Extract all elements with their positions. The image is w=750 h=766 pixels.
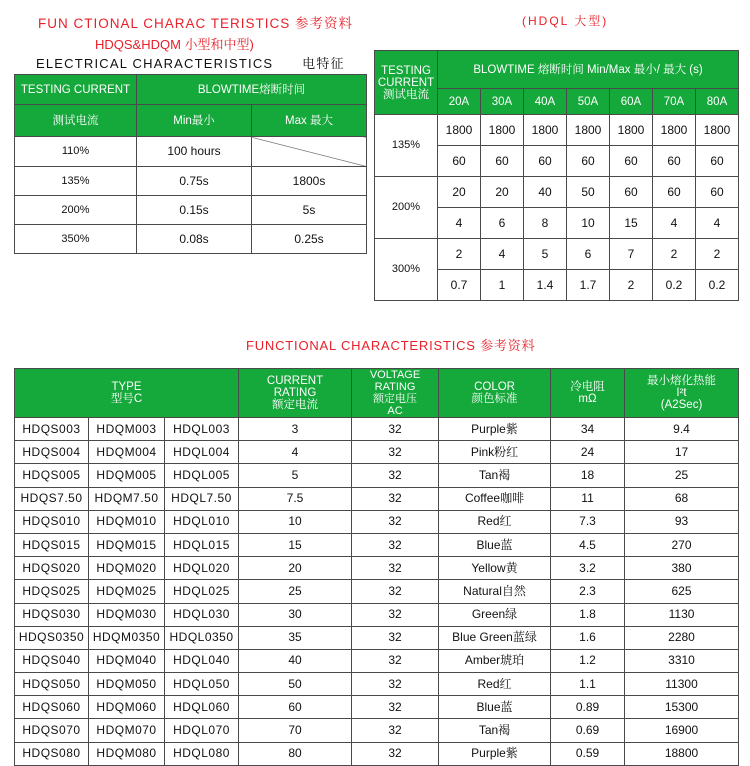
i2t-cell: 18800 xyxy=(625,742,739,765)
value-cell: 1800 xyxy=(653,115,696,146)
rating-50a-header: 50A xyxy=(567,89,610,115)
cold-resistance-cell: 3.2 xyxy=(551,557,625,580)
hdql-type-cell: HDQL003 xyxy=(165,418,239,441)
voltage-cell: 32 xyxy=(352,533,439,556)
i2t-label: I²t xyxy=(676,387,687,399)
hdqm-type-cell: HDQM020 xyxy=(89,557,165,580)
hdqs-type-cell: HDQS0350 xyxy=(15,626,89,649)
current-cell: 35 xyxy=(239,626,352,649)
voltage-cell: 32 xyxy=(352,418,439,441)
pct-cell: 135% xyxy=(15,167,137,196)
testing-current-header: TESTING CURRENT xyxy=(15,75,137,105)
color-cell: Amber琥珀 xyxy=(439,649,551,672)
color-header xyxy=(439,369,551,418)
color-cell: Blue蓝 xyxy=(439,696,551,719)
hdqs-type-cell: HDQS030 xyxy=(15,603,89,626)
table-row xyxy=(15,533,739,556)
hdqm-type-cell: HDQM005 xyxy=(89,464,165,487)
value-cell: 60 xyxy=(481,146,524,177)
type-header xyxy=(15,369,239,418)
table-row xyxy=(15,719,739,742)
cold-resistance-cell: 1.1 xyxy=(551,673,625,696)
i2t-cell: 15300 xyxy=(625,696,739,719)
hdql-type-cell: HDQL080 xyxy=(165,742,239,765)
color-cell: Blue Green蓝绿 xyxy=(439,626,551,649)
cold-resistance-cell: 7.3 xyxy=(551,510,625,533)
current-cell: 7.5 xyxy=(239,487,352,510)
hdql-type-cell: HDQL050 xyxy=(165,673,239,696)
rating-70a-header: 70A xyxy=(653,89,696,115)
max-header: Max 最大 xyxy=(252,105,367,137)
pct-cell: 200% xyxy=(15,196,137,225)
pct-cell: 200% xyxy=(375,177,438,239)
value-cell: 60 xyxy=(524,146,567,177)
value-cell: 60 xyxy=(610,177,653,208)
hdql-type-cell: HDQL060 xyxy=(165,696,239,719)
value-cell: 1.7 xyxy=(567,270,610,301)
table-row xyxy=(15,464,739,487)
color-cell: Tan褐 xyxy=(439,464,551,487)
table-row xyxy=(15,580,739,603)
value-cell: 60 xyxy=(696,146,739,177)
color-label: COLOR xyxy=(474,381,515,393)
type-label: TYPE xyxy=(111,381,142,393)
value-cell: 6 xyxy=(567,239,610,270)
value-cell: 20 xyxy=(481,177,524,208)
hdqs-type-cell: HDQS050 xyxy=(15,673,89,696)
electrical-characteristics-title xyxy=(36,53,345,72)
small-series-blowtime-table xyxy=(14,74,367,254)
value-cell: 4 xyxy=(438,208,481,239)
cold-resistance-header xyxy=(551,369,625,418)
value-cell: 4 xyxy=(653,208,696,239)
hdqs-type-cell: HDQS005 xyxy=(15,464,89,487)
value-cell: 0.2 xyxy=(653,270,696,301)
table-row xyxy=(15,626,739,649)
value-cell: 1800 xyxy=(438,115,481,146)
current-cell: 5 xyxy=(239,464,352,487)
current-cell: 25 xyxy=(239,580,352,603)
value-cell: 0.2 xyxy=(696,270,739,301)
i2t-cell: 11300 xyxy=(625,673,739,696)
current-rating-header xyxy=(239,369,352,418)
large-series-label: (HDQL 大型) xyxy=(522,14,609,28)
current-cell: 20 xyxy=(239,557,352,580)
cold-resistance-cell: 11 xyxy=(551,487,625,510)
table-row xyxy=(15,603,739,626)
table-row xyxy=(15,649,739,672)
color-cell: Tan褐 xyxy=(439,719,551,742)
current-cell: 10 xyxy=(239,510,352,533)
value-cell: 60 xyxy=(696,177,739,208)
cold-resistance-cell: 1.2 xyxy=(551,649,625,672)
value-cell: 8 xyxy=(524,208,567,239)
functional-characteristics-table xyxy=(14,368,739,766)
value-cell: 40 xyxy=(524,177,567,208)
cold-resistance-cell: 2.3 xyxy=(551,580,625,603)
voltage-cell: 32 xyxy=(352,441,439,464)
testing-current-cn-label: 测试电流 xyxy=(383,88,429,101)
i2t-cell: 25 xyxy=(625,464,739,487)
value-cell: 50 xyxy=(567,177,610,208)
current-cell: 40 xyxy=(239,649,352,672)
voltage-cell: 32 xyxy=(352,603,439,626)
voltage-cell: 32 xyxy=(352,742,439,765)
hdqm-type-cell: HDQM025 xyxy=(89,580,165,603)
rating-30a-header: 30A xyxy=(481,89,524,115)
value-cell: 5 xyxy=(524,239,567,270)
voltage-cell: 32 xyxy=(352,510,439,533)
rating-60a-header: 60A xyxy=(610,89,653,115)
value-cell: 0.7 xyxy=(438,270,481,301)
hdqs-type-cell: HDQS020 xyxy=(15,557,89,580)
color-cell: Purple紫 xyxy=(439,742,551,765)
large-series-blowtime-table xyxy=(374,50,739,301)
max-cell-empty xyxy=(252,137,367,167)
hdqs-type-cell: HDQS015 xyxy=(15,533,89,556)
i2t-cell: 16900 xyxy=(625,719,739,742)
value-cell: 4 xyxy=(481,239,524,270)
value-cell: 60 xyxy=(567,146,610,177)
value-cell: 1 xyxy=(481,270,524,301)
testing-current-cn-header: 测试电流 xyxy=(15,105,137,137)
hdqs-type-cell: HDQS003 xyxy=(15,418,89,441)
a2sec-label: (A2Sec) xyxy=(660,399,703,411)
hdqm-type-cell: HDQM060 xyxy=(89,696,165,719)
func-characteristics-title: FUN CTIONAL CHARAC TERISTICS 参考资料 xyxy=(38,16,354,31)
current-label: CURRENT xyxy=(266,375,324,387)
value-cell: 1800 xyxy=(567,115,610,146)
hdql-type-cell: HDQL020 xyxy=(165,557,239,580)
current-cell: 50 xyxy=(239,673,352,696)
value-cell: 2 xyxy=(438,239,481,270)
i2t-cell: 3310 xyxy=(625,649,739,672)
blowtime-header: BLOWTIME熔断时间 xyxy=(137,75,367,105)
current-cell: 80 xyxy=(239,742,352,765)
pct-cell: 110% xyxy=(15,137,137,167)
cold-resistance-cell: 4.5 xyxy=(551,533,625,556)
table-row xyxy=(15,557,739,580)
value-cell: 60 xyxy=(653,177,696,208)
hdqs-type-cell: HDQS070 xyxy=(15,719,89,742)
hdqs-type-cell: HDQS060 xyxy=(15,696,89,719)
voltage-cell: 32 xyxy=(352,696,439,719)
max-cell: 0.25s xyxy=(252,225,367,254)
large-blowtime-header: BLOWTIME 熔断时间 Min/Max 最小/ 最大 (s) xyxy=(438,51,739,89)
electrical-title-en: ELECTRICAL CHARACTERISTICS xyxy=(36,56,274,71)
table-row xyxy=(15,487,739,510)
voltage-rating-header xyxy=(352,369,439,418)
hdql-type-cell: HDQL040 xyxy=(165,649,239,672)
min-header: Min最小 xyxy=(137,105,252,137)
table-row xyxy=(15,696,739,719)
hdqm-type-cell: HDQM080 xyxy=(89,742,165,765)
table-row xyxy=(15,441,739,464)
small-medium-series-label: HDQS&HDQM 小型和中型) xyxy=(95,37,254,52)
color-cell: Natural自然 xyxy=(439,580,551,603)
voltage-cell: 32 xyxy=(352,673,439,696)
table-row xyxy=(15,510,739,533)
i2t-cell: 2280 xyxy=(625,626,739,649)
voltage-cell: 32 xyxy=(352,557,439,580)
rating-label: RATING xyxy=(273,387,317,399)
table-row xyxy=(15,742,739,765)
value-cell: 10 xyxy=(567,208,610,239)
current-cell: 3 xyxy=(239,418,352,441)
pct-cell: 300% xyxy=(375,239,438,301)
hdql-type-cell: HDQL004 xyxy=(165,441,239,464)
type-cn-label: 型号C xyxy=(110,393,143,405)
voltage-cell: 32 xyxy=(352,464,439,487)
hdqm-type-cell: HDQM7.50 xyxy=(89,487,165,510)
electrical-title-cn: 电特征 xyxy=(302,56,345,71)
hdqm-type-cell: HDQM040 xyxy=(89,649,165,672)
max-cell: 1800s xyxy=(252,167,367,196)
value-cell: 20 xyxy=(438,177,481,208)
current-cell: 60 xyxy=(239,696,352,719)
color-cell: Blue蓝 xyxy=(439,533,551,556)
milliohm-label: mΩ xyxy=(578,393,597,405)
i2t-cell: 68 xyxy=(625,487,739,510)
hdqm-type-cell: HDQM030 xyxy=(89,603,165,626)
testing-label: TESTING xyxy=(381,64,431,77)
cold-resistance-cell: 0.59 xyxy=(551,742,625,765)
current-cell: 30 xyxy=(239,603,352,626)
max-cell: 5s xyxy=(252,196,367,225)
hdqm-type-cell: HDQM004 xyxy=(89,441,165,464)
value-cell: 7 xyxy=(610,239,653,270)
hdqs-type-cell: HDQS080 xyxy=(15,742,89,765)
hdql-type-cell: HDQL070 xyxy=(165,719,239,742)
i2t-cell: 9.4 xyxy=(625,418,739,441)
current-cell: 4 xyxy=(239,441,352,464)
hdqm-type-cell: HDQM003 xyxy=(89,418,165,441)
i2t-cell: 1130 xyxy=(625,603,739,626)
value-cell: 1.4 xyxy=(524,270,567,301)
large-testing-current-header xyxy=(375,51,438,115)
value-cell: 1800 xyxy=(610,115,653,146)
color-cell: Coffee咖啡 xyxy=(439,487,551,510)
min-cell: 0.08s xyxy=(137,225,252,254)
cold-resistance-cell: 34 xyxy=(551,418,625,441)
table-row xyxy=(15,418,739,441)
voltage-cell: 32 xyxy=(352,580,439,603)
cold-resistance-cell: 24 xyxy=(551,441,625,464)
melting-i2t-header xyxy=(625,369,739,418)
value-cell: 4 xyxy=(696,208,739,239)
min-cell: 0.75s xyxy=(137,167,252,196)
rating-40a-header: 40A xyxy=(524,89,567,115)
value-cell: 60 xyxy=(610,146,653,177)
color-cell: Yellow黄 xyxy=(439,557,551,580)
hdqs-type-cell: HDQS025 xyxy=(15,580,89,603)
min-cell: 0.15s xyxy=(137,196,252,225)
cold-resistance-cell: 1.6 xyxy=(551,626,625,649)
hdql-type-cell: HDQL030 xyxy=(165,603,239,626)
voltage-ac-label: AC xyxy=(387,405,403,417)
hdqs-type-cell: HDQS010 xyxy=(15,510,89,533)
hdqs-type-cell: HDQS040 xyxy=(15,649,89,672)
min-cell: 100 hours xyxy=(137,137,252,167)
hdql-type-cell: HDQL005 xyxy=(165,464,239,487)
voltage-rating-label: RATING xyxy=(374,381,416,393)
hdqm-type-cell: HDQM015 xyxy=(89,533,165,556)
value-cell: 2 xyxy=(653,239,696,270)
i2t-cell: 17 xyxy=(625,441,739,464)
voltage-label: VOLTAGE xyxy=(369,369,421,381)
pct-cell: 135% xyxy=(375,115,438,177)
current-label: CURRENT xyxy=(377,76,435,89)
color-cn-label: 颜色标准 xyxy=(471,393,518,405)
value-cell: 2 xyxy=(696,239,739,270)
cold-resistance-cell: 0.69 xyxy=(551,719,625,742)
color-cell: Red红 xyxy=(439,510,551,533)
cold-resistance-cell: 0.89 xyxy=(551,696,625,719)
rating-80a-header: 80A xyxy=(696,89,739,115)
i2t-cell: 270 xyxy=(625,533,739,556)
pct-cell: 350% xyxy=(15,225,137,254)
hdqm-type-cell: HDQM070 xyxy=(89,719,165,742)
voltage-cell: 32 xyxy=(352,649,439,672)
cold-resistance-label: 冷电阻 xyxy=(570,381,605,393)
table-row xyxy=(15,673,739,696)
current-cell: 15 xyxy=(239,533,352,556)
current-cn-label: 额定电流 xyxy=(272,399,319,411)
hdql-type-cell: HDQL010 xyxy=(165,510,239,533)
voltage-cell: 32 xyxy=(352,626,439,649)
value-cell: 1800 xyxy=(481,115,524,146)
i2t-cell: 380 xyxy=(625,557,739,580)
value-cell: 60 xyxy=(438,146,481,177)
func-characteristics-title-2: FUNCTIONAL CHARACTERISTICS 参考资料 xyxy=(246,338,536,353)
voltage-cell: 32 xyxy=(352,719,439,742)
value-cell: 1800 xyxy=(696,115,739,146)
value-cell: 60 xyxy=(653,146,696,177)
color-cell: Purple紫 xyxy=(439,418,551,441)
color-cell: Red红 xyxy=(439,673,551,696)
color-cell: Green绿 xyxy=(439,603,551,626)
cold-resistance-cell: 18 xyxy=(551,464,625,487)
hdql-type-cell: HDQL015 xyxy=(165,533,239,556)
rating-20a-header: 20A xyxy=(438,89,481,115)
hdqs-type-cell: HDQS7.50 xyxy=(15,487,89,510)
current-cell: 70 xyxy=(239,719,352,742)
hdqs-type-cell: HDQS004 xyxy=(15,441,89,464)
voltage-cell: 32 xyxy=(352,487,439,510)
i2t-cell: 93 xyxy=(625,510,739,533)
cold-resistance-cell: 1.8 xyxy=(551,603,625,626)
hdqm-type-cell: HDQM050 xyxy=(89,673,165,696)
hdqm-type-cell: HDQM010 xyxy=(89,510,165,533)
value-cell: 15 xyxy=(610,208,653,239)
value-cell: 6 xyxy=(481,208,524,239)
value-cell: 2 xyxy=(610,270,653,301)
value-cell: 1800 xyxy=(524,115,567,146)
hdql-type-cell: HDQL7.50 xyxy=(165,487,239,510)
i2t-cell: 625 xyxy=(625,580,739,603)
melting-energy-label: 最小熔化热能 xyxy=(647,375,717,387)
hdql-type-cell: HDQL0350 xyxy=(165,626,239,649)
hdql-type-cell: HDQL025 xyxy=(165,580,239,603)
voltage-cn-label: 额定电压 xyxy=(373,393,418,405)
color-cell: Pink粉红 xyxy=(439,441,551,464)
hdqm-type-cell: HDQM0350 xyxy=(89,626,165,649)
